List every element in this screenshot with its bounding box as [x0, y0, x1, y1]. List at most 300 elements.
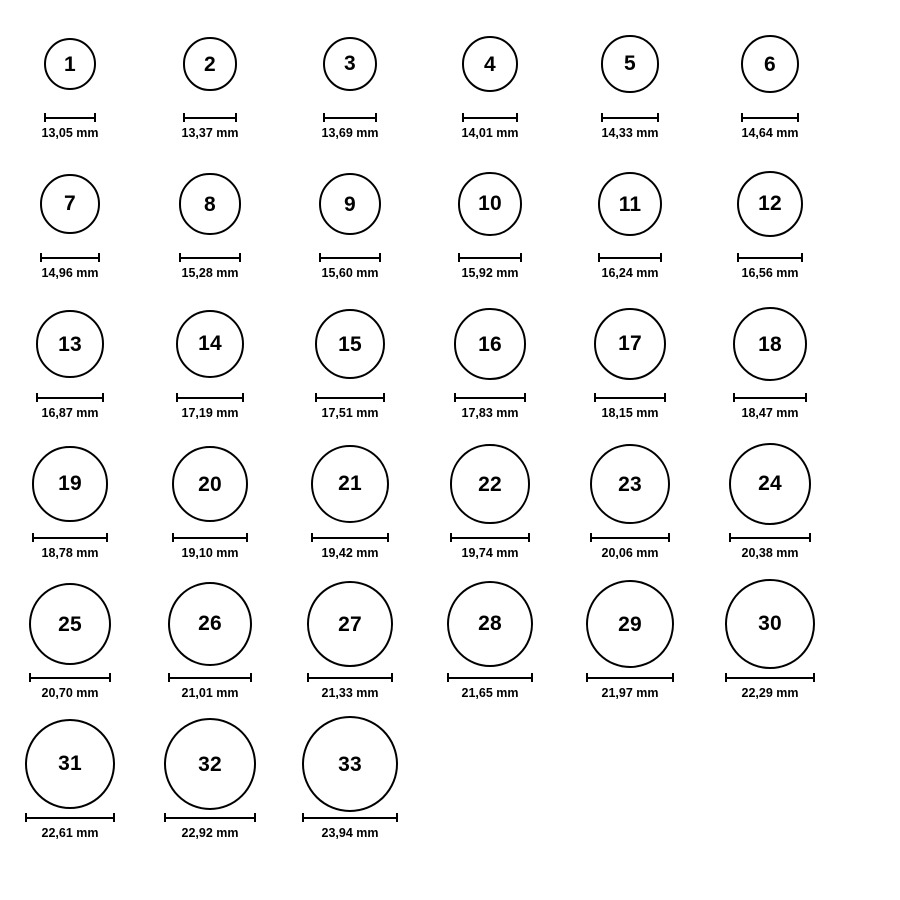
ring-size-item[interactable]	[140, 578, 280, 700]
ring-circle-holder	[737, 158, 803, 250]
ring-size-label: 19,42 mm	[321, 546, 379, 560]
diameter-measure-bar	[601, 113, 658, 122]
ring-circle	[454, 308, 525, 379]
ring-size-item[interactable]	[420, 578, 560, 700]
ring-circle	[176, 310, 245, 379]
ring-number: 10	[478, 192, 502, 216]
ring-size-label: 22,61 mm	[41, 826, 99, 840]
measure-tick-left	[458, 253, 460, 262]
ring-circle	[183, 37, 236, 90]
ring-size-item[interactable]	[0, 718, 140, 840]
measure-tick-left	[447, 673, 449, 682]
measure-tick-right	[813, 673, 815, 682]
ring-size-item[interactable]	[140, 718, 280, 840]
measure-line	[462, 117, 518, 119]
measure-line	[183, 117, 236, 119]
ring-number: 28	[478, 612, 502, 636]
ring-circle-holder	[164, 718, 256, 810]
diameter-measure-bar	[168, 673, 252, 682]
ring-number: 19	[58, 472, 82, 496]
measure-line	[450, 537, 529, 539]
diameter-measure-bar	[36, 393, 103, 402]
diameter-measure-bar	[729, 533, 811, 542]
measure-line	[586, 677, 674, 679]
measure-line	[458, 257, 522, 259]
ring-circle-holder	[315, 298, 385, 390]
ring-size-item[interactable]	[140, 158, 280, 280]
ring-size-item[interactable]	[280, 718, 420, 840]
ring-size-item[interactable]	[700, 18, 840, 140]
ring-circle-holder	[458, 158, 522, 250]
measure-line	[454, 397, 525, 399]
measure-line	[725, 677, 814, 679]
measure-tick-right	[250, 673, 252, 682]
measure-tick-left	[725, 673, 727, 682]
measure-tick-left	[601, 113, 603, 122]
ring-number: 18	[758, 332, 782, 356]
ring-size-label: 20,38 mm	[741, 546, 799, 560]
diameter-measure-bar	[302, 813, 398, 822]
ring-circle	[315, 309, 385, 379]
ring-size-label: 20,06 mm	[601, 546, 659, 560]
measure-tick-right	[668, 533, 670, 542]
ring-size-item[interactable]	[140, 438, 280, 560]
measure-tick-left	[40, 253, 42, 262]
diameter-measure-bar	[29, 673, 112, 682]
diameter-measure-bar	[311, 533, 389, 542]
ring-number: 9	[344, 192, 356, 216]
ring-number: 11	[618, 192, 642, 216]
ring-size-label: 22,92 mm	[181, 826, 239, 840]
ring-circle-holder	[36, 298, 103, 390]
measure-line	[29, 677, 112, 679]
ring-size-label: 14,64 mm	[741, 126, 799, 140]
ring-number: 1	[64, 52, 76, 76]
ring-row	[0, 158, 900, 298]
ring-circle	[36, 310, 103, 377]
measure-tick-left	[323, 113, 325, 122]
ring-size-item[interactable]	[280, 438, 420, 560]
measure-tick-right	[660, 253, 662, 262]
ring-size-item[interactable]	[420, 158, 560, 280]
measure-tick-left	[598, 253, 600, 262]
diameter-measure-bar	[307, 673, 393, 682]
measure-tick-left	[176, 393, 178, 402]
diameter-measure-bar	[183, 113, 236, 122]
measure-line	[32, 537, 107, 539]
ring-circle-holder	[598, 158, 663, 250]
measure-tick-left	[44, 113, 46, 122]
ring-circle-holder	[32, 438, 107, 530]
ring-circle-holder	[323, 18, 378, 110]
measure-tick-left	[733, 393, 735, 402]
ring-number: 6	[764, 52, 776, 76]
measure-tick-left	[164, 813, 166, 822]
ring-number: 3	[344, 52, 356, 76]
ring-circle	[179, 173, 240, 234]
ring-circle-holder	[601, 18, 658, 110]
ring-circle	[44, 38, 96, 90]
diameter-measure-bar	[462, 113, 518, 122]
ring-circle-holder	[25, 718, 116, 810]
ring-size-label: 14,01 mm	[461, 126, 519, 140]
diameter-measure-bar	[590, 533, 670, 542]
ring-size-label: 18,15 mm	[601, 406, 659, 420]
measure-tick-right	[98, 253, 100, 262]
ring-circle-holder	[729, 438, 811, 530]
ring-circle	[25, 719, 116, 810]
measure-line	[447, 677, 534, 679]
ring-row	[0, 578, 900, 718]
diameter-measure-bar	[323, 113, 378, 122]
ring-size-item[interactable]	[280, 298, 420, 420]
ring-circle	[590, 444, 670, 524]
measure-tick-right	[520, 253, 522, 262]
measure-tick-right	[239, 253, 241, 262]
diameter-measure-bar	[172, 533, 249, 542]
diameter-measure-bar	[176, 393, 245, 402]
ring-size-label: 18,47 mm	[741, 406, 799, 420]
measure-line	[168, 677, 252, 679]
diameter-measure-bar	[164, 813, 256, 822]
ring-circle	[450, 444, 529, 523]
measure-tick-right	[379, 253, 381, 262]
ring-circle-holder	[168, 578, 252, 670]
ring-size-label: 14,33 mm	[601, 126, 659, 140]
ring-circle	[598, 172, 663, 237]
ring-number: 5	[624, 52, 636, 76]
ring-circle-holder	[176, 298, 245, 390]
ring-size-label: 17,19 mm	[181, 406, 239, 420]
diameter-measure-bar	[319, 253, 381, 262]
measure-tick-right	[528, 533, 530, 542]
ring-row	[0, 18, 900, 158]
ring-size-label: 17,51 mm	[321, 406, 379, 420]
measure-line	[176, 397, 245, 399]
ring-circle-holder	[311, 438, 389, 530]
measure-line	[598, 257, 663, 259]
ring-size-label: 14,96 mm	[41, 266, 99, 280]
measure-tick-left	[450, 533, 452, 542]
ring-circle	[172, 446, 249, 523]
diameter-measure-bar	[733, 393, 807, 402]
ring-circle-holder	[594, 298, 667, 390]
ring-size-item[interactable]	[140, 298, 280, 420]
ring-circle	[725, 579, 814, 668]
measure-tick-left	[32, 533, 34, 542]
measure-tick-right	[242, 393, 244, 402]
measure-tick-left	[168, 673, 170, 682]
ring-size-item[interactable]	[280, 578, 420, 700]
diameter-measure-bar	[447, 673, 534, 682]
measure-tick-right	[254, 813, 256, 822]
measure-tick-right	[516, 113, 518, 122]
ring-number: 17	[618, 332, 642, 356]
measure-line	[36, 397, 103, 399]
ring-size-label: 17,83 mm	[461, 406, 519, 420]
ring-size-label: 15,28 mm	[181, 266, 239, 280]
ring-size-item[interactable]	[420, 438, 560, 560]
ring-size-item[interactable]	[700, 298, 840, 420]
diameter-measure-bar	[737, 253, 803, 262]
diameter-measure-bar	[32, 533, 107, 542]
ring-size-item[interactable]	[420, 298, 560, 420]
measure-tick-right	[246, 533, 248, 542]
ring-circle-holder	[733, 298, 807, 390]
ring-circle-holder	[462, 18, 518, 110]
measure-tick-left	[307, 673, 309, 682]
diameter-measure-bar	[40, 253, 100, 262]
measure-tick-right	[657, 113, 659, 122]
measure-tick-left	[25, 813, 27, 822]
ring-size-item[interactable]	[280, 158, 420, 280]
diameter-measure-bar	[458, 253, 522, 262]
ring-number: 30	[758, 612, 782, 636]
ring-size-label: 19,10 mm	[181, 546, 239, 560]
diameter-measure-bar	[594, 393, 667, 402]
ring-circle-holder	[447, 578, 534, 670]
ring-size-label: 13,37 mm	[181, 126, 239, 140]
diameter-measure-bar	[315, 393, 385, 402]
ring-size-item[interactable]	[560, 298, 700, 420]
ring-size-label: 23,94 mm	[321, 826, 379, 840]
measure-tick-left	[315, 393, 317, 402]
measure-tick-right	[375, 113, 377, 122]
ring-circle	[462, 36, 518, 92]
ring-circle-holder	[302, 718, 398, 810]
ring-number: 33	[338, 752, 362, 776]
ring-circle	[319, 173, 381, 235]
ring-size-label: 16,24 mm	[601, 266, 659, 280]
ring-size-item[interactable]	[560, 578, 700, 700]
ring-row	[0, 438, 900, 578]
ring-circle-holder	[183, 18, 236, 110]
measure-line	[601, 117, 658, 119]
measure-line	[179, 257, 240, 259]
ring-size-label: 13,05 mm	[41, 126, 99, 140]
ring-circle-holder	[319, 158, 381, 250]
ring-number: 23	[618, 472, 642, 496]
ring-size-label: 15,92 mm	[461, 266, 519, 280]
ring-circle	[733, 307, 807, 381]
measure-tick-right	[664, 393, 666, 402]
ring-number: 8	[204, 192, 216, 216]
measure-tick-right	[396, 813, 398, 822]
ring-circle-holder	[741, 18, 799, 110]
measure-line	[44, 117, 96, 119]
measure-line	[40, 257, 100, 259]
measure-tick-left	[586, 673, 588, 682]
ring-circle	[29, 583, 112, 666]
ring-circle-holder	[450, 438, 529, 530]
measure-line	[307, 677, 393, 679]
diameter-measure-bar	[25, 813, 116, 822]
ring-number: 31	[58, 752, 82, 776]
ring-size-item[interactable]	[140, 18, 280, 140]
ring-size-label: 21,65 mm	[461, 686, 519, 700]
measure-tick-left	[302, 813, 304, 822]
ring-circle-holder	[590, 438, 670, 530]
measure-tick-left	[590, 533, 592, 542]
measure-tick-left	[741, 113, 743, 122]
ring-number: 4	[484, 52, 496, 76]
measure-line	[172, 537, 249, 539]
ring-circle	[40, 174, 100, 234]
ring-circle	[447, 581, 534, 668]
diameter-measure-bar	[450, 533, 529, 542]
ring-number: 12	[758, 192, 782, 216]
measure-line	[164, 817, 256, 819]
measure-line	[741, 117, 799, 119]
ring-size-item[interactable]	[0, 18, 140, 140]
ring-row	[0, 718, 900, 858]
ring-size-label: 15,60 mm	[321, 266, 379, 280]
ring-circle	[586, 580, 674, 668]
ring-circle-holder	[454, 298, 525, 390]
ring-size-label: 18,78 mm	[41, 546, 99, 560]
ring-number: 25	[58, 612, 82, 636]
measure-tick-right	[94, 113, 96, 122]
measure-tick-right	[387, 533, 389, 542]
ring-circle	[741, 35, 799, 93]
ring-number: 26	[198, 612, 222, 636]
ring-size-item[interactable]	[0, 578, 140, 700]
measure-tick-left	[311, 533, 313, 542]
ring-size-label: 21,01 mm	[181, 686, 239, 700]
ring-circle	[594, 308, 667, 381]
measure-line	[590, 537, 670, 539]
ring-size-item[interactable]	[0, 438, 140, 560]
measure-tick-right	[109, 673, 111, 682]
measure-tick-right	[809, 533, 811, 542]
measure-line	[737, 257, 803, 259]
ring-number: 7	[64, 192, 76, 216]
measure-tick-right	[805, 393, 807, 402]
ring-circle	[601, 35, 658, 92]
measure-tick-right	[531, 673, 533, 682]
ring-size-item[interactable]	[0, 298, 140, 420]
measure-tick-left	[594, 393, 596, 402]
diameter-measure-bar	[725, 673, 814, 682]
ring-circle	[307, 581, 393, 667]
measure-line	[594, 397, 667, 399]
ring-size-label: 13,69 mm	[321, 126, 379, 140]
ring-size-item[interactable]	[0, 158, 140, 280]
measure-tick-right	[235, 113, 237, 122]
measure-line	[311, 537, 389, 539]
measure-tick-right	[672, 673, 674, 682]
ring-number: 32	[198, 752, 222, 776]
measure-line	[25, 817, 116, 819]
measure-tick-left	[29, 673, 31, 682]
ring-circle-holder	[307, 578, 393, 670]
measure-tick-left	[179, 253, 181, 262]
ring-number: 29	[618, 612, 642, 636]
diameter-measure-bar	[741, 113, 799, 122]
measure-line	[323, 117, 378, 119]
measure-tick-left	[172, 533, 174, 542]
measure-tick-right	[102, 393, 104, 402]
ring-size-label: 16,56 mm	[741, 266, 799, 280]
measure-line	[319, 257, 381, 259]
measure-line	[315, 397, 385, 399]
measure-line	[733, 397, 807, 399]
measure-tick-left	[36, 393, 38, 402]
measure-tick-left	[729, 533, 731, 542]
ring-circle	[458, 172, 522, 236]
ring-circle-holder	[179, 158, 240, 250]
ring-number: 2	[204, 52, 216, 76]
diameter-measure-bar	[179, 253, 240, 262]
ring-circle	[168, 582, 252, 666]
ring-number: 13	[58, 332, 82, 356]
ring-size-item[interactable]	[560, 438, 700, 560]
ring-size-label: 20,70 mm	[41, 686, 99, 700]
ring-number: 22	[478, 472, 502, 496]
measure-tick-right	[524, 393, 526, 402]
ring-circle	[32, 446, 107, 521]
ring-circle-holder	[172, 438, 249, 530]
measure-tick-right	[383, 393, 385, 402]
ring-number: 20	[198, 472, 222, 496]
measure-tick-right	[106, 533, 108, 542]
measure-line	[729, 537, 811, 539]
ring-size-item[interactable]	[420, 18, 560, 140]
measure-tick-left	[183, 113, 185, 122]
ring-circle-holder	[40, 158, 100, 250]
ring-size-label: 22,29 mm	[741, 686, 799, 700]
ring-size-item[interactable]	[700, 438, 840, 560]
ring-circle-holder	[44, 18, 96, 110]
ring-number: 21	[338, 472, 362, 496]
measure-tick-right	[391, 673, 393, 682]
ring-number: 16	[478, 332, 502, 356]
measure-tick-right	[797, 113, 799, 122]
ring-circle	[164, 718, 256, 810]
ring-circle	[729, 443, 811, 525]
ring-size-label: 21,33 mm	[321, 686, 379, 700]
ring-circle-holder	[586, 578, 674, 670]
measure-tick-right	[113, 813, 115, 822]
ring-size-item[interactable]	[560, 18, 700, 140]
ring-circle-holder	[29, 578, 112, 670]
diameter-measure-bar	[454, 393, 525, 402]
ring-circle-holder	[725, 578, 814, 670]
measure-tick-left	[454, 393, 456, 402]
measure-tick-left	[737, 253, 739, 262]
ring-number: 24	[758, 472, 782, 496]
measure-tick-right	[801, 253, 803, 262]
ring-size-item[interactable]	[700, 578, 840, 700]
ring-circle	[737, 171, 803, 237]
ring-size-label: 16,87 mm	[41, 406, 99, 420]
diameter-measure-bar	[598, 253, 663, 262]
ring-size-item[interactable]	[700, 158, 840, 280]
measure-line	[302, 817, 398, 819]
ring-size-item[interactable]	[560, 158, 700, 280]
ring-circle	[323, 37, 378, 92]
measure-tick-left	[319, 253, 321, 262]
ring-number: 15	[338, 332, 362, 356]
ring-size-label: 19,74 mm	[461, 546, 519, 560]
ring-size-label: 21,97 mm	[601, 686, 659, 700]
diameter-measure-bar	[586, 673, 674, 682]
ring-number: 14	[198, 332, 222, 356]
ring-row	[0, 298, 900, 438]
ring-number: 27	[338, 612, 362, 636]
ring-size-item[interactable]	[280, 18, 420, 140]
ring-circle	[311, 445, 389, 523]
